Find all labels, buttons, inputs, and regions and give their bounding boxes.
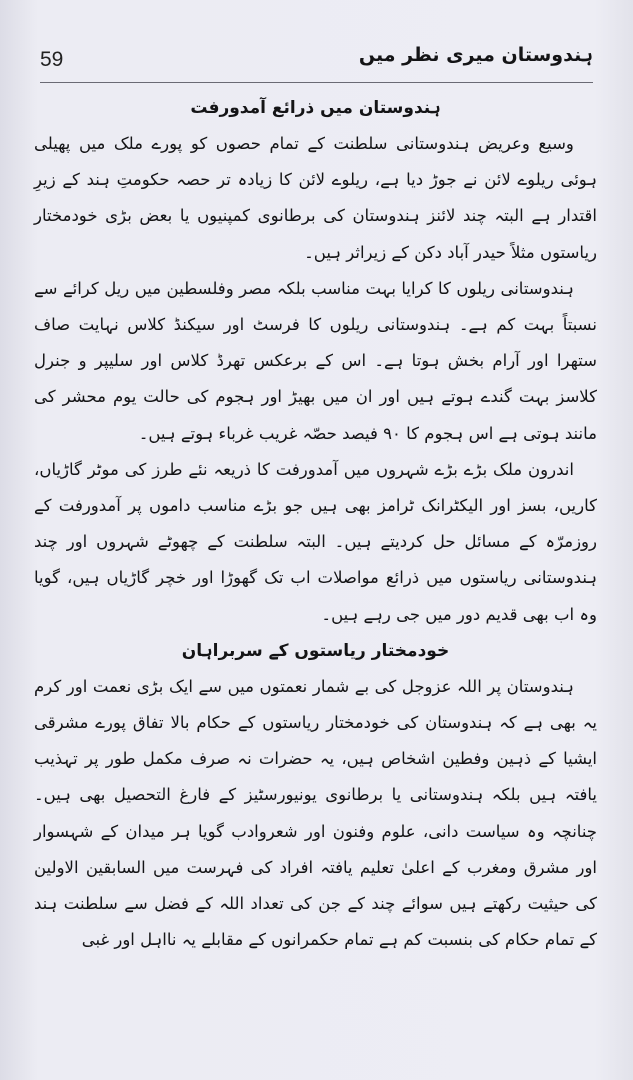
running-header bbox=[40, 44, 593, 80]
section-heading: ہندوستان میں ذرائع آمدورفت bbox=[190, 98, 441, 118]
header-rule bbox=[40, 82, 593, 83]
running-title: ہندوستان میری نظر میں bbox=[358, 44, 593, 66]
paragraph: وسیع وعریض ہندوستانی سلطنت کے تمام حصوں کو پورے ملک میں پھیلی ہوئی ریلوے لائن نے جوڑ دیا ہے، ریلوے لائن کا زیادہ تر حصہ حکومتِ ہند کے زیرِ اقتدار ہے البتہ چند لائنز ہندوستان کی برطانوی کمپنیوں یا بعض بڑی خودمختار ریاستوں مثلاً حیدر آباد دکن کے زیراثر ہیں۔ bbox=[34, 134, 597, 262]
paragraph: ہندوستانی ریلوں کا کرایا بہت مناسب بلکہ مصر وفلسطین میں ریل کرائے سے نسبتاً بہت کم ہے۔ ہندوستانی ریلوں کا فرسٹ اور سیکنڈ کلاس نہایت صاف ستھرا اور آرام بخش ہوتا ہے۔ اس کے برعکس تھرڈ کلاس اور سلیپر و جنرل کلاسز بہت گندے ہوتے ہیں اور ان میں بھیڑ اور ہجوم کی حالت یوم محشر کی مانند ہوتی ہے اس ہجوم کا ۹۰ فیصد حصّہ غریب غرباء ہوتے ہیں۔ bbox=[34, 278, 597, 443]
section-heading: خودمختار ریاستوں کے سربراہان bbox=[181, 640, 450, 661]
paragraph: اندرون ملک بڑے بڑے شہروں میں آمدورفت کا ذریعہ نئے طرز کی موٹر گاڑیاں، کاریں، بسز اور الیکٹرانک ٹرامز بھی ہیں جو بڑے مناسب داموں پر آمدورفت کے روزمرّہ کے مسائل حل کردیتے ہیں۔ البتہ سلطنت کے چھوٹے شہروں اور چند ہندوستانی ریاستوں میں ذرائع مواصلات اب تک گھوڑا اور خچر گاڑیاں ہیں، گویا وہ اب بھی قدیم دور میں جی رہے ہیں۔ bbox=[34, 459, 597, 624]
page-number: 59 bbox=[40, 48, 64, 71]
page-body bbox=[34, 90, 597, 958]
paragraph: ہندوستان پر اللہ عزوجل کی بے شمار نعمتوں میں سے ایک بڑی نعمت اور کرم یہ بھی ہے کہ ہندوستان کی خودمختار ریاستوں کے حکام بالا تفاق پورے مشرقی ایشیا کے ذہین وفطین اشخاص ہیں، یہ حضرات نہ صرف مکمل طور پر تہذیب یافتہ ہیں بلکہ ہندوستانی یا برطانوی یونیورسٹیز کے فارغ التحصیل بھی ہیں۔ چنانچہ وہ سیاست دانی، علوم وفنون اور شعروادب گویا ہر میدان کے شہسوار اور مشرق ومغرب کے اعلیٰ تعلیم یافتہ افراد کی فہرست میں السابقین الاولین کی حیثیت رکھتے ہیں سوائے چند کے جن کی تعداد اللہ کے فضل سے سلطنت ہند کے تمام حکام کی بنسبت کم ہے تمام حکمرانوں کے مقابلے یہ نااہل اور غبی bbox=[34, 676, 597, 950]
